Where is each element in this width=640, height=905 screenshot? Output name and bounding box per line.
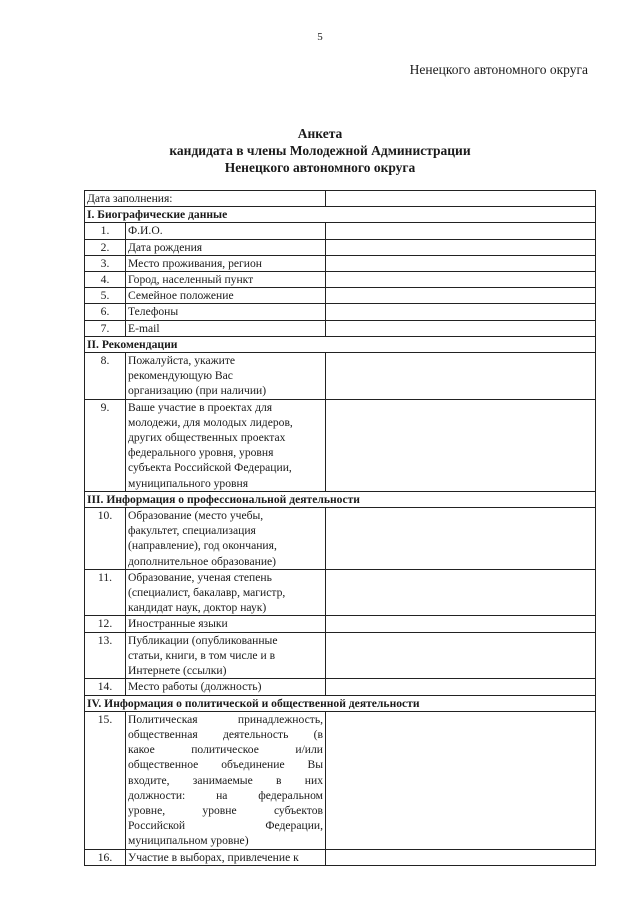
table-row bbox=[85, 569, 596, 616]
row-number: 16. bbox=[85, 849, 126, 865]
region-header: Ненецкого автономного округа bbox=[409, 62, 588, 77]
row-label: Телефоны bbox=[126, 304, 326, 320]
answer-field-elections[interactable] bbox=[326, 849, 596, 865]
label-line: уровне, уровне субъектов bbox=[128, 803, 323, 817]
date-label: Дата заполнения: bbox=[85, 191, 326, 207]
section-2-title: II. Рекомендации bbox=[85, 336, 596, 352]
row-number: 10. bbox=[85, 508, 126, 570]
answer-field-projects[interactable] bbox=[326, 399, 596, 491]
table-row bbox=[85, 632, 596, 679]
row-number: 14. bbox=[85, 679, 126, 695]
row-label: Дата рождения bbox=[126, 239, 326, 255]
table-row bbox=[85, 239, 596, 255]
answer-field-marital[interactable] bbox=[326, 288, 596, 304]
table-row bbox=[85, 223, 596, 239]
section-header bbox=[85, 336, 596, 352]
label-line: входите, занимаемые в них bbox=[128, 773, 323, 787]
date-answer-field[interactable] bbox=[326, 191, 596, 207]
label-line: (специалист, бакалавр, магистр, bbox=[128, 586, 286, 600]
table-row bbox=[85, 320, 596, 336]
label-line: факультет, специализация bbox=[128, 524, 256, 538]
row-label: Место проживания, регион bbox=[126, 255, 326, 271]
label-line: общественное объединение Вы bbox=[128, 758, 323, 772]
table-row bbox=[85, 679, 596, 695]
label-line: Политическая принадлежность, bbox=[128, 712, 323, 726]
questionnaire-table bbox=[84, 190, 596, 866]
label-line: организацию (при наличии) bbox=[128, 384, 267, 398]
row-number: 6. bbox=[85, 304, 126, 320]
row-label: Иностранные языки bbox=[126, 616, 326, 632]
row-number: 5. bbox=[85, 288, 126, 304]
answer-field-publications[interactable] bbox=[326, 632, 596, 679]
row-number: 7. bbox=[85, 320, 126, 336]
answer-field-residence[interactable] bbox=[326, 255, 596, 271]
label-line: Интернете (ссылки) bbox=[128, 664, 227, 678]
answer-field-degree[interactable] bbox=[326, 569, 596, 616]
label-line: кандидат наук, доктор наук) bbox=[128, 601, 267, 615]
answer-field-fio[interactable] bbox=[326, 223, 596, 239]
row-number: 8. bbox=[85, 353, 126, 400]
row-number: 12. bbox=[85, 616, 126, 632]
label-line: муниципальном уровне) bbox=[128, 834, 249, 848]
page-number: 5 bbox=[317, 31, 323, 43]
answer-field-languages[interactable] bbox=[326, 616, 596, 632]
label-line: какое политическое и/или bbox=[128, 743, 323, 757]
title-line-3: Ненецкого автономного округа bbox=[224, 160, 416, 175]
section-4-title: IV. Информация о политической и общественной деятельности bbox=[85, 695, 596, 711]
label-line: других общественных проектах bbox=[128, 431, 286, 445]
date-row bbox=[85, 191, 596, 207]
row-number: 3. bbox=[85, 255, 126, 271]
table-row bbox=[85, 255, 596, 271]
table-row bbox=[85, 508, 596, 570]
row-label bbox=[126, 711, 326, 849]
label-line: Образование (место учебы, bbox=[128, 509, 264, 523]
answer-field-email[interactable] bbox=[326, 320, 596, 336]
row-label: E-mail bbox=[126, 320, 326, 336]
label-line: федерального уровня, уровня bbox=[128, 446, 274, 460]
row-label: Город, населенный пункт bbox=[126, 272, 326, 288]
label-line: Ваше участие в проектах для bbox=[128, 400, 273, 414]
row-number: 9. bbox=[85, 399, 126, 491]
table-row bbox=[85, 353, 596, 400]
label-line: Публикации (опубликованные bbox=[128, 633, 278, 647]
row-label bbox=[126, 632, 326, 679]
label-line: (направление), год окончания, bbox=[128, 539, 277, 553]
row-number: 2. bbox=[85, 239, 126, 255]
table-row bbox=[85, 288, 596, 304]
section-header bbox=[85, 695, 596, 711]
label-line: молодежи, для молодых лидеров, bbox=[128, 415, 293, 429]
answer-field-political[interactable] bbox=[326, 711, 596, 849]
label-line: Пожалуйста, укажите bbox=[128, 354, 236, 368]
title-line-1: Анкета bbox=[297, 126, 343, 141]
answer-field-phones[interactable] bbox=[326, 304, 596, 320]
row-number: 15. bbox=[85, 711, 126, 849]
table-row bbox=[85, 711, 596, 849]
label-line: общественная деятельность (в bbox=[128, 727, 323, 741]
table-row bbox=[85, 272, 596, 288]
label-line: рекомендующую Вас bbox=[128, 369, 233, 383]
row-label bbox=[126, 569, 326, 616]
row-label bbox=[126, 508, 326, 570]
row-number: 1. bbox=[85, 223, 126, 239]
answer-field-recommending-org[interactable] bbox=[326, 353, 596, 400]
answer-field-city[interactable] bbox=[326, 272, 596, 288]
row-label bbox=[126, 399, 326, 491]
label-line: должности: на федеральном bbox=[128, 788, 323, 802]
table-row bbox=[85, 849, 596, 865]
label-line: Российской Федерации, bbox=[128, 819, 323, 833]
table-row bbox=[85, 616, 596, 632]
label-line: субъекта Российской Федерации, bbox=[128, 461, 292, 475]
label-line: муниципального уровня bbox=[128, 476, 249, 490]
label-line: статьи, книги, в том числе и в bbox=[128, 648, 276, 662]
section-header bbox=[85, 207, 596, 223]
title-line-2: кандидата в члены Молодежной Администрации bbox=[169, 143, 471, 158]
label-line: Образование, ученая степень bbox=[128, 570, 272, 584]
section-header bbox=[85, 491, 596, 507]
row-number: 4. bbox=[85, 272, 126, 288]
row-label: Семейное положение bbox=[126, 288, 326, 304]
row-number: 11. bbox=[85, 569, 126, 616]
section-1-title: I. Биографические данные bbox=[85, 207, 596, 223]
table-row bbox=[85, 304, 596, 320]
row-label: Участие в выборах, привлечение к bbox=[126, 849, 326, 865]
answer-field-workplace[interactable] bbox=[326, 679, 596, 695]
section-3-title: III. Информация о профессиональной деятельности bbox=[85, 491, 596, 507]
answer-field-education[interactable] bbox=[326, 508, 596, 570]
form-title bbox=[0, 125, 640, 176]
label-line: дополнительное образование) bbox=[128, 554, 277, 568]
answer-field-birthdate[interactable] bbox=[326, 239, 596, 255]
row-label: Ф.И.О. bbox=[126, 223, 326, 239]
table-row bbox=[85, 399, 596, 491]
row-number: 13. bbox=[85, 632, 126, 679]
row-label bbox=[126, 353, 326, 400]
row-label: Место работы (должность) bbox=[126, 679, 326, 695]
